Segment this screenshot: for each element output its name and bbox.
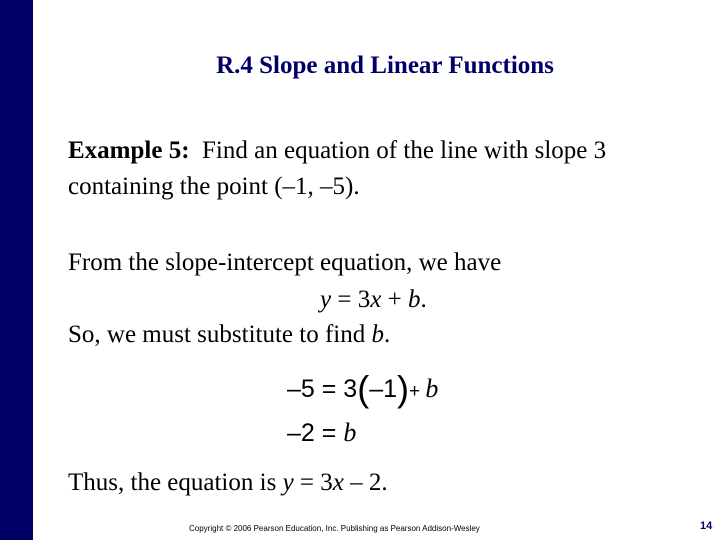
page-number: 14 [700, 520, 713, 532]
substitute-var-b: b [371, 321, 384, 348]
math-line-1 [287, 368, 439, 409]
example-line-2: containing the point (–1, –5). [68, 173, 360, 200]
eq-var-y: y [320, 286, 332, 313]
math2-lhs: –2 = [287, 419, 344, 447]
eq-period: . [420, 286, 427, 313]
conclusion-text: Thus, the equation is [68, 469, 283, 496]
example-text: Find an equation of the line with slope 3 [189, 137, 607, 164]
conclusion-var-y: y [282, 469, 294, 496]
paragraph-line-1: From the slope-intercept equation, we have [68, 249, 502, 276]
conclusion-middle: = 3 [293, 469, 333, 496]
math1-plus: + [409, 381, 426, 402]
eq-var-x: x [370, 286, 382, 313]
slope-intercept-equation [320, 283, 427, 317]
left-accent-bar [0, 0, 33, 540]
math1-lhs: –5 = 3 [287, 375, 358, 403]
copyright-footer: Copyright © 2006 Pearson Education, Inc. Publishing as Pearson Addison-Wesley [189, 524, 480, 533]
eq-plus: + [381, 286, 408, 313]
conclusion-line [68, 466, 388, 500]
math2-var-b: b [343, 418, 357, 447]
conclusion-var-x: x [332, 469, 344, 496]
paragraph-line-3 [68, 318, 390, 352]
math1-close-paren: ) [397, 368, 410, 409]
slide-title: R.4 Slope and Linear Functions [216, 52, 554, 79]
example-label: Example 5: [68, 137, 190, 164]
conclusion-end: – 2. [343, 469, 388, 496]
eq-equals: = 3 [331, 286, 371, 313]
math1-open-paren: ( [357, 368, 370, 409]
example-line-1 [68, 134, 606, 168]
math1-var-b: b [425, 374, 439, 403]
substitute-text: So, we must substitute to find [68, 321, 372, 348]
math-line-2 [287, 418, 356, 448]
math1-inner: –1 [369, 375, 398, 403]
eq-var-b: b [407, 286, 421, 313]
substitute-period: . [383, 321, 391, 348]
